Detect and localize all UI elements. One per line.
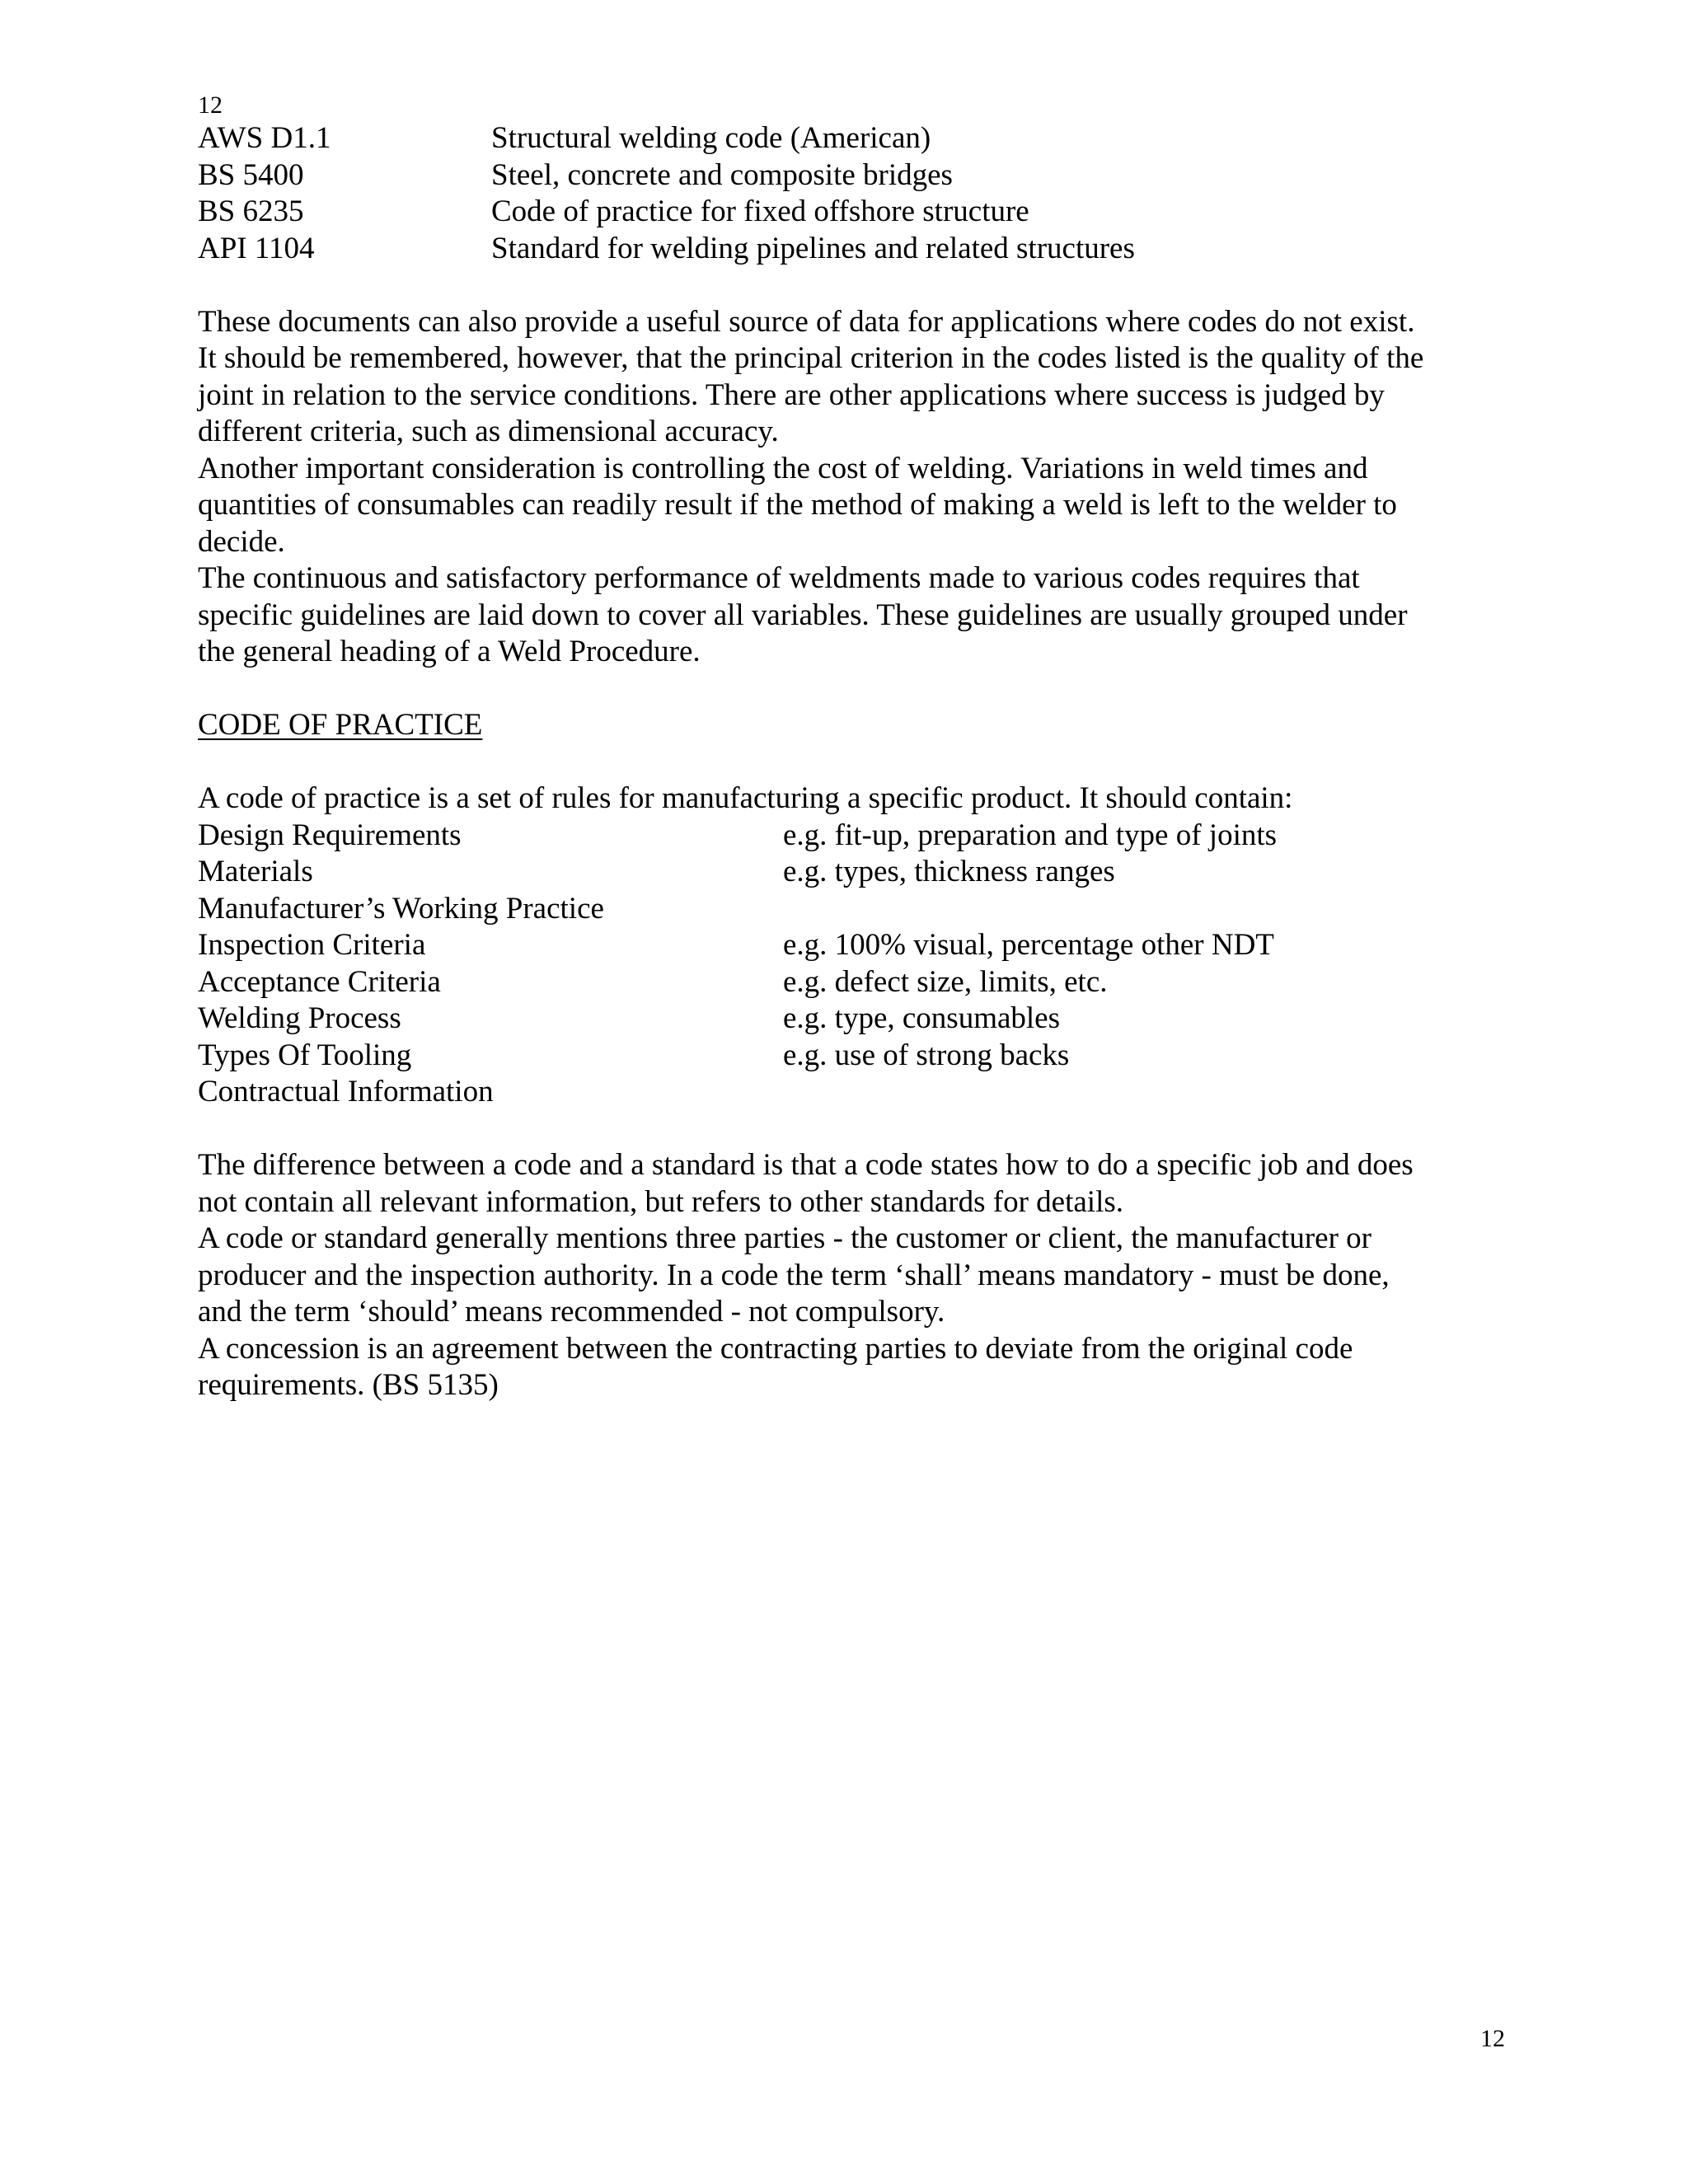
paragraph-line: and the term ‘should’ means recommended - not compulsory. <box>198 1295 945 1329</box>
paragraph-line: joint in relation to the service conditions. There are other applications where success is judged by <box>198 377 1385 412</box>
criteria-label: Types Of Tooling <box>198 1038 412 1072</box>
page-number-bottom: 12 <box>1480 2025 1505 2052</box>
spacer <box>198 1111 1517 1148</box>
criteria-label: Materials <box>198 855 313 888</box>
criteria-example: e.g. type, consumables <box>783 1001 1060 1035</box>
standard-row <box>198 231 1517 268</box>
criteria-example: e.g. defect size, limits, etc. <box>783 964 1108 999</box>
paragraph-line: The difference between a code and a standard is that a code states how to do a specific job and does <box>198 1148 1414 1182</box>
criteria-label: Inspection Criteria <box>198 928 426 962</box>
section-heading <box>198 707 1517 744</box>
paragraph-code-vs-standard <box>198 1147 1517 1404</box>
paragraph-line: These documents can also provide a useful source of data for applications where codes do not exist. <box>198 304 1415 339</box>
criteria-label: Contractual Information <box>198 1075 494 1108</box>
paragraph-line: Another important consideration is controlling the cost of welding. Variations in weld times and <box>198 451 1368 485</box>
section-heading-text: CODE OF PRACTICE <box>198 708 483 742</box>
criteria-row <box>198 1074 1517 1111</box>
standard-code: BS 5400 <box>198 157 304 192</box>
standard-description: Steel, concrete and composite bridges <box>491 157 953 192</box>
criteria-row <box>198 1038 1517 1075</box>
standard-code: BS 6235 <box>198 194 304 228</box>
paragraph-line: different criteria, such as dimensional accuracy. <box>198 415 779 448</box>
criteria-example: e.g. use of strong backs <box>783 1038 1070 1072</box>
criteria-example: e.g. types, thickness ranges <box>783 855 1115 888</box>
criteria-row <box>198 927 1517 964</box>
spacer <box>198 267 1517 304</box>
standard-description: Structural welding code (American) <box>491 121 931 155</box>
paragraph-line: A concession is an agreement between the contracting parties to deviate from the original code <box>198 1331 1353 1366</box>
paragraph-line: A code or standard generally mentions three parties - the customer or client, the manufacturer or <box>198 1221 1372 1255</box>
criteria-row <box>198 818 1517 855</box>
criteria-row <box>198 854 1517 891</box>
standard-code: API 1104 <box>198 231 315 265</box>
criteria-row <box>198 964 1517 1001</box>
paragraph-line: The continuous and satisfactory performance of weldments made to various codes requires that <box>198 561 1360 595</box>
criteria-label: Design Requirements <box>198 818 462 852</box>
standard-code: AWS D1.1 <box>198 121 331 155</box>
spacer <box>198 671 1517 708</box>
paragraph-line: It should be remembered, however, that the principal criterion in the codes listed is the quality of the <box>198 341 1424 375</box>
intro-line: A code of practice is a set of rules for manufacturing a specific product. It should contain: <box>198 781 1293 815</box>
standard-row <box>198 194 1517 231</box>
criteria-row <box>198 1001 1517 1038</box>
paragraph-line: specific guidelines are laid down to cover all variables. These guidelines are usually grouped under <box>198 598 1408 632</box>
paragraph-line: not contain all relevant information, but refers to other standards for details. <box>198 1184 1124 1219</box>
criteria-label: Acceptance Criteria <box>198 964 441 999</box>
criteria-label: Manufacturer’s Working Practice <box>198 891 604 926</box>
page-content <box>198 91 1517 1404</box>
paragraph-documents <box>198 304 1517 671</box>
paragraph-line: producer and the inspection authority. In a code the term ‘shall’ means mandatory - must be done, <box>198 1258 1390 1292</box>
paragraph-line: requirements. (BS 5135) <box>198 1368 499 1402</box>
criteria-label: Welding Process <box>198 1001 401 1035</box>
paragraph-line: the general heading of a Weld Procedure. <box>198 635 701 668</box>
standard-row <box>198 120 1517 157</box>
paragraph-line: quantities of consumables can readily result if the method of making a weld is left to the welder to <box>198 488 1397 522</box>
criteria-list <box>198 818 1517 1111</box>
standards-list <box>198 120 1517 267</box>
standard-description: Standard for welding pipelines and related structures <box>491 231 1135 265</box>
standard-description: Code of practice for fixed offshore structure <box>491 194 1029 228</box>
spacer <box>198 744 1517 781</box>
page-number-top: 12 <box>198 91 223 119</box>
criteria-example: e.g. 100% visual, percentage other NDT <box>783 928 1274 962</box>
criteria-example: e.g. fit-up, preparation and type of joints <box>783 818 1278 852</box>
paragraph-line: decide. <box>198 524 285 559</box>
criteria-row <box>198 891 1517 928</box>
standard-row <box>198 157 1517 194</box>
